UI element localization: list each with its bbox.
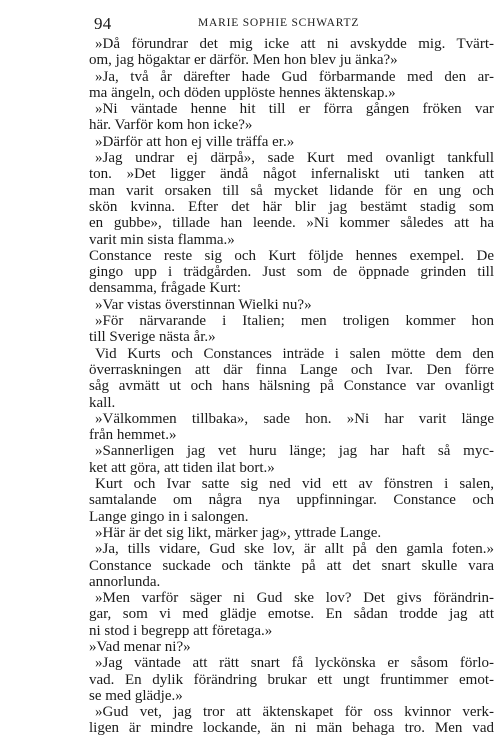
text-line: annorlunda. [89,573,161,590]
text-line: »Därför att hon ej ville träffa er.» [95,133,295,150]
text-line: ligen är mindre lockande, än ni män behaga tro. Men vad [89,720,494,737]
page-header [94,14,494,34]
text-line: kall. [89,394,116,411]
text-line: till Sverige nästa år.» [89,329,216,346]
text-line: »Jag väntade att rätt snart få lyckönska er såsom förlo- [95,655,494,672]
text-line: »Välkommen tillbaka», sade hon. »Ni har varit länge [95,410,494,427]
text-line: ma ängeln, och döden upplöste hennes äktenskap.» [89,84,396,101]
text-line: en gubbe», tillade han leende. »Ni kommer således att ha [89,215,494,232]
text-line: Constance reste sig och Kurt följde hennes exempel. De [89,247,494,264]
text-line: »Gud vet, jag tror att äktenskapet för oss kvinnor verk- [95,704,494,721]
text-line: »Ni väntade henne hit till er förra gången fröken var [95,101,494,118]
text-line: »Vad menar ni?» [89,638,191,655]
text-line: Vid Kurts och Constances inträde i salen mötte dem den [95,345,494,362]
text-line: Constance suckade och tänkte på att det snart skulle vara [89,557,494,574]
text-line: »Då förundrar det mig icke att ni avskydde mig. Tvärt- [95,36,494,52]
text-line: »Här är det sig likt, märker jag», yttrade Lange. [95,524,382,541]
text-line: »Ja, tills vidare, Gud ske lov, är allt på den gamla foten.» [95,541,494,558]
text-line: man varit orsaken till så mycket lidande för en ung och [89,182,494,199]
text-line: »Var vistas överstinnan Wielki nu?» [95,296,312,313]
text-line: såg avmätt ut och hans hälsning på Constance var ovanligt [89,378,494,395]
text-line: se med glädje.» [89,687,183,704]
text-line: ton. »Det ligger ändå något infernaliskt uti tanken att [89,166,494,183]
text-line: gingo upp i trädgården. Just som de öppnade grinden till [89,264,494,281]
page-number: 94 [94,14,112,33]
text-line: ni stod i begrepp att företaga.» [89,622,273,639]
text-line: gar, som vi med glädje emotse. En sådan trodde jag att [89,606,494,623]
text-line: här. Varför kom hon icke?» [89,117,253,134]
text-line: Lange gingo in i salongen. [89,508,249,525]
text-line: överraskningen att där finna Lange och Ivar. Den förre [89,361,494,378]
body-text [89,36,494,737]
running-head: MARIE SOPHIE SCHWARTZ [198,17,360,29]
text-line: »För närvarande i Italien; men troligen kommer hon [95,313,494,330]
text-line: »Sannerligen jag vet huru länge; jag har haft så myc- [95,443,494,460]
text-line: skön kvinna. Efter det här blir jag bestämt stadig som [89,198,494,215]
text-line: om, jag högaktar er därför. Men hon blev ju änka?» [89,52,398,69]
text-line: densamma, frågade Kurt: [89,280,242,297]
text-line: »Jag undrar ej därpå», sade Kurt med ovanligt tankfull [95,150,494,167]
text-line: från hemmet.» [89,427,177,444]
text-line: varit min sista flamma.» [89,231,235,248]
text-line: samtalande om några nya uppfinningar. Constance och [89,492,494,509]
text-line: ket att göra, att tiden ilat bort.» [89,459,275,476]
text-line: »Men varför säger ni Gud ske lov? Det givs förändrin- [95,590,494,607]
text-line: vad. En dylik förändring brukar ett ungt fruntimmer emot- [89,671,494,688]
text-line: Kurt och Ivar satte sig ned vid ett av fönstren i salen, [95,476,494,493]
text-line: »Ja, två år därefter hade Gud förbarmande med den ar- [95,68,494,85]
